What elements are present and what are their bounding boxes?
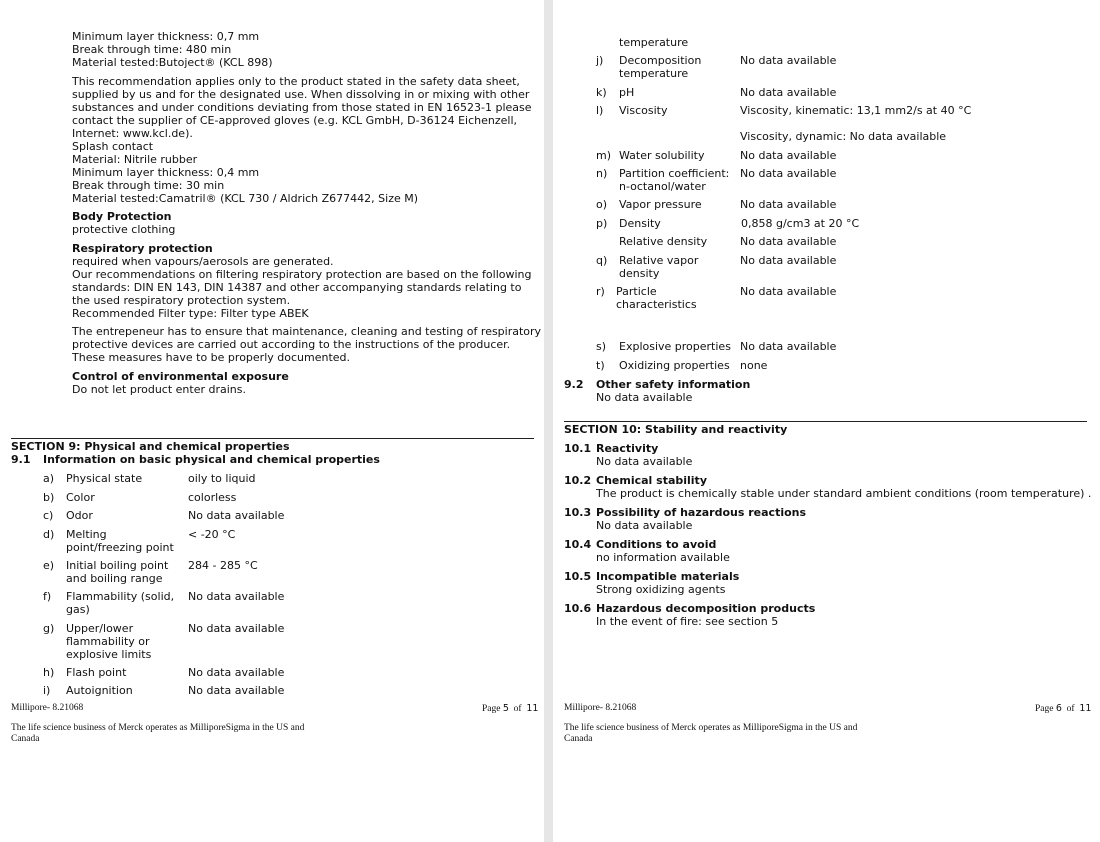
property-letter: l) bbox=[596, 104, 604, 117]
property-value: Viscosity, kinematic: 13,1 mm2/s at 40 °C bbox=[740, 104, 972, 117]
footer-page-number bbox=[482, 703, 538, 715]
property-letter: p) bbox=[596, 217, 608, 230]
property-letter: k) bbox=[596, 86, 607, 99]
recommendation-line: This recommendation applies only to the product stated in the safety data sheet, bbox=[72, 75, 520, 88]
property-value: Viscosity, dynamic: No data available bbox=[740, 130, 947, 143]
recommendation-line: Minimum layer thickness: 0,4 mm bbox=[72, 166, 260, 179]
subsection-title: Conditions to avoid bbox=[596, 538, 717, 551]
property-letter: s) bbox=[596, 340, 607, 353]
property-letter: e) bbox=[43, 559, 55, 572]
property-letter: a) bbox=[43, 472, 55, 485]
subsection-title: Incompatible materials bbox=[596, 570, 740, 583]
footer-product-code: Millipore- 8.21068 bbox=[564, 703, 637, 713]
respiratory-line: standards: DIN EN 143, DIN 14387 and other accompanying standards relating to bbox=[72, 281, 522, 294]
subsection-number: 10.6 bbox=[564, 602, 592, 615]
subsection-number: 10.5 bbox=[564, 570, 592, 583]
subsection-text: Strong oxidizing agents bbox=[596, 583, 726, 596]
property-name: Autoignition bbox=[66, 684, 133, 697]
recommendation-line: Material tested:Camatril® (KCL 730 / Aldrich Z677442, Size M) bbox=[72, 192, 419, 205]
subsection-9-1-title: Information on basic physical and chemical properties bbox=[43, 453, 380, 466]
page-total: 11 bbox=[1079, 703, 1092, 714]
entrepreneur-line: The entrepeneur has to ensure that maintenance, cleaning and testing of respiratory bbox=[72, 325, 542, 338]
property-value: < -20 °C bbox=[188, 528, 236, 541]
recommendation-line: contact the supplier of CE-approved gloves (e.g. KCL GmbH, D-36124 Eichenzell, bbox=[72, 114, 518, 127]
subsection-text: No data available bbox=[596, 455, 693, 468]
property-letter: g) bbox=[43, 622, 55, 635]
entrepreneur-line: These measures have to be properly documented. bbox=[72, 351, 351, 364]
sds-page-5 bbox=[0, 0, 544, 842]
recommendation-line: supplied by us and for the designated use. When dissolving in or mixing with other bbox=[72, 88, 530, 101]
subsection-9-2-text: No data available bbox=[596, 391, 693, 404]
respiratory-line: Our recommendations on filtering respiratory protection are based on the following bbox=[72, 268, 532, 281]
page-current: 5 bbox=[502, 703, 509, 714]
recommendation-line: Splash contact bbox=[72, 140, 154, 153]
property-value: 284 - 285 °C bbox=[188, 559, 258, 572]
property-name: Particle bbox=[616, 285, 657, 298]
entrepreneur-line: protective devices are carried out according to the instructions of the producer. bbox=[72, 338, 511, 351]
respiratory-line: Recommended Filter type: Filter type ABEK bbox=[72, 307, 309, 320]
subsection-title: Hazardous decomposition products bbox=[596, 602, 816, 615]
property-value: No data available bbox=[188, 666, 285, 679]
property-name: Viscosity bbox=[619, 104, 668, 117]
property-letter: j) bbox=[596, 54, 604, 67]
respiratory-line: required when vapours/aerosols are generated. bbox=[72, 255, 334, 268]
property-name: and boiling range bbox=[66, 572, 163, 585]
footer-product-code: Millipore- 8.21068 bbox=[11, 703, 84, 713]
property-letter: i) bbox=[43, 684, 51, 697]
property-name: explosive limits bbox=[66, 648, 152, 661]
continued-text: temperature bbox=[619, 36, 689, 49]
subsection-text: In the event of fire: see section 5 bbox=[596, 615, 779, 628]
property-name: Flammability (solid, bbox=[66, 590, 175, 603]
property-value: No data available bbox=[740, 198, 837, 211]
subsection-9-2-title: Other safety information bbox=[596, 378, 751, 391]
page-current: 6 bbox=[1055, 703, 1062, 714]
property-value: No data available bbox=[740, 235, 837, 248]
footer-business-line: The life science business of Merck operates as MilliporeSigma in the US and bbox=[11, 723, 305, 733]
property-value: No data available bbox=[740, 149, 837, 162]
property-name: Melting bbox=[66, 528, 107, 541]
property-letter: c) bbox=[43, 509, 54, 522]
property-name: Initial boiling point bbox=[66, 559, 169, 572]
property-name: density bbox=[619, 267, 660, 280]
property-letter: o) bbox=[596, 198, 608, 211]
property-name: n-octanol/water bbox=[619, 180, 706, 193]
property-name: gas) bbox=[66, 603, 90, 616]
recommendation-line: substances and under conditions deviating from those stated in EN 16523-1 please bbox=[72, 101, 532, 114]
property-value: No data available bbox=[740, 167, 837, 180]
section-9-title: SECTION 9: Physical and chemical properties bbox=[11, 440, 290, 453]
property-value: No data available bbox=[740, 254, 837, 267]
subsection-text: The product is chemically stable under standard ambient conditions (room temperature) . bbox=[596, 487, 1092, 500]
property-value: No data available bbox=[188, 509, 285, 522]
subsection-number: 10.3 bbox=[564, 506, 592, 519]
property-value: No data available bbox=[740, 340, 837, 353]
footer-business-line: Canada bbox=[564, 734, 593, 744]
glove-line: Break through time: 480 min bbox=[72, 43, 232, 56]
property-name: Flash point bbox=[66, 666, 127, 679]
property-letter: m) bbox=[596, 149, 612, 162]
property-name: Oxidizing properties bbox=[619, 359, 730, 372]
property-value: No data available bbox=[740, 285, 837, 298]
property-name: Explosive properties bbox=[619, 340, 731, 353]
glove-line: Material tested:Butoject® (KCL 898) bbox=[72, 56, 273, 69]
recommendation-line: Internet: www.kcl.de). bbox=[72, 127, 193, 140]
property-value: none bbox=[740, 359, 768, 372]
page-label: Page bbox=[482, 704, 501, 714]
subsection-title: Reactivity bbox=[596, 442, 659, 455]
subsection-9-2-number: 9.2 bbox=[564, 378, 584, 391]
property-value: No data available bbox=[188, 590, 285, 603]
sds-page-6 bbox=[553, 0, 1100, 842]
section-10-title: SECTION 10: Stability and reactivity bbox=[564, 423, 788, 436]
property-value: No data available bbox=[740, 86, 837, 99]
property-value: No data available bbox=[188, 684, 285, 697]
property-name: Partition coefficient: bbox=[619, 167, 730, 180]
subsection-number: 10.4 bbox=[564, 538, 592, 551]
property-name: pH bbox=[619, 86, 635, 99]
property-name: Color bbox=[66, 491, 95, 504]
property-letter: r) bbox=[596, 285, 605, 298]
property-name: Relative vapor bbox=[619, 254, 699, 267]
environmental-heading: Control of environmental exposure bbox=[72, 370, 289, 383]
property-name: point/freezing point bbox=[66, 541, 174, 554]
property-name: Decomposition bbox=[619, 54, 702, 67]
page-label: Page bbox=[1035, 704, 1054, 714]
property-name: Relative density bbox=[619, 235, 708, 248]
subsection-text: No data available bbox=[596, 519, 693, 532]
property-letter: t) bbox=[596, 359, 605, 372]
property-value: No data available bbox=[740, 54, 837, 67]
property-name: temperature bbox=[619, 67, 689, 80]
property-value: oily to liquid bbox=[188, 472, 256, 485]
property-letter: b) bbox=[43, 491, 55, 504]
property-name: characteristics bbox=[616, 298, 697, 311]
environmental-text: Do not let product enter drains. bbox=[72, 383, 246, 396]
property-letter: f) bbox=[43, 590, 52, 603]
property-value: No data available bbox=[188, 622, 285, 635]
respiratory-heading: Respiratory protection bbox=[72, 242, 213, 255]
subsection-text: no information available bbox=[596, 551, 730, 564]
property-letter: n) bbox=[596, 167, 608, 180]
subsection-number: 10.1 bbox=[564, 442, 592, 455]
subsection-title: Chemical stability bbox=[596, 474, 707, 487]
subsection-9-1-number: 9.1 bbox=[11, 453, 31, 466]
glove-line: Minimum layer thickness: 0,7 mm bbox=[72, 30, 260, 43]
of-label: of bbox=[1066, 704, 1075, 714]
property-name: flammability or bbox=[66, 635, 150, 648]
property-value: colorless bbox=[188, 491, 237, 504]
property-letter: q) bbox=[596, 254, 608, 267]
footer-business-line: The life science business of Merck operates as MilliporeSigma in the US and bbox=[564, 723, 858, 733]
body-protection-heading: Body Protection bbox=[72, 210, 172, 223]
property-name: Density bbox=[619, 217, 661, 230]
recommendation-line: Break through time: 30 min bbox=[72, 179, 225, 192]
property-name: Vapor pressure bbox=[619, 198, 702, 211]
property-name: Physical state bbox=[66, 472, 143, 485]
section-rule bbox=[11, 438, 534, 439]
property-name: Water solubility bbox=[619, 149, 705, 162]
recommendation-line: Material: Nitrile rubber bbox=[72, 153, 198, 166]
body-protection-text: protective clothing bbox=[72, 223, 176, 236]
of-label: of bbox=[513, 704, 522, 714]
respiratory-line: the used respiratory protection system. bbox=[72, 294, 291, 307]
property-name: Upper/lower bbox=[66, 622, 134, 635]
footer-business-line: Canada bbox=[11, 734, 40, 744]
property-value: 0,858 g/cm3 at 20 °C bbox=[741, 217, 860, 230]
subsection-title: Possibility of hazardous reactions bbox=[596, 506, 807, 519]
page-total: 11 bbox=[526, 703, 539, 714]
property-letter: d) bbox=[43, 528, 55, 541]
section-rule bbox=[564, 421, 1087, 422]
subsection-number: 10.2 bbox=[564, 474, 592, 487]
property-name: Odor bbox=[66, 509, 93, 522]
property-letter: h) bbox=[43, 666, 55, 679]
footer-page-number bbox=[1035, 703, 1091, 715]
